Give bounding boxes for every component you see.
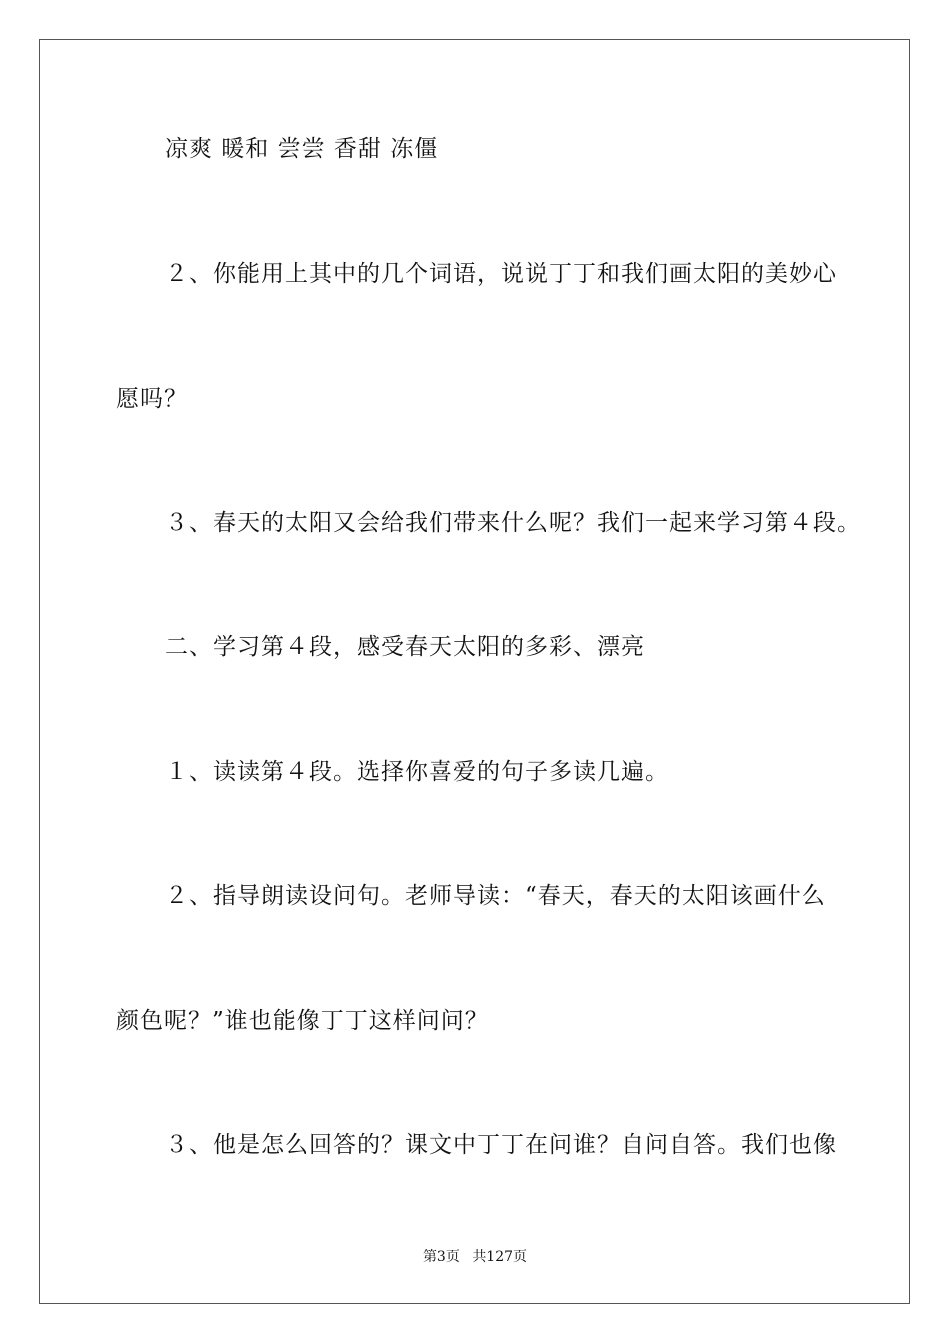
text-line-1: 凉爽 暖和 尝尝 香甜 冻僵 [165,136,439,162]
text-line-8: 颜色呢？”谁也能像丁丁这样问问？ [116,1008,489,1034]
text-line-9: ３、他是怎么回答的？课文中丁丁在问谁？自问自答。我们也像 [165,1132,837,1158]
text-line-6: １、读读第４段。选择你喜爱的句子多读几遍。 [165,759,669,785]
text-line-2: ２、你能用上其中的几个词语，说说丁丁和我们画太阳的美妙心 [165,261,837,287]
text-line-4: ３、春天的太阳又会给我们带来什么呢？我们一起来学习第４段。 [165,510,861,536]
text-line-3: 愿吗？ [116,386,188,412]
page-total: 共127页 [472,1249,528,1265]
page-border [39,39,910,1304]
text-line-7: ２、指导朗读设问句。老师导读：“春天，春天的太阳该画什么 [165,883,826,909]
text-line-5: 二、学习第４段，感受春天太阳的多彩、漂亮 [165,634,645,660]
page-footer [0,1248,950,1266]
page-number: 第3页 [422,1249,460,1265]
